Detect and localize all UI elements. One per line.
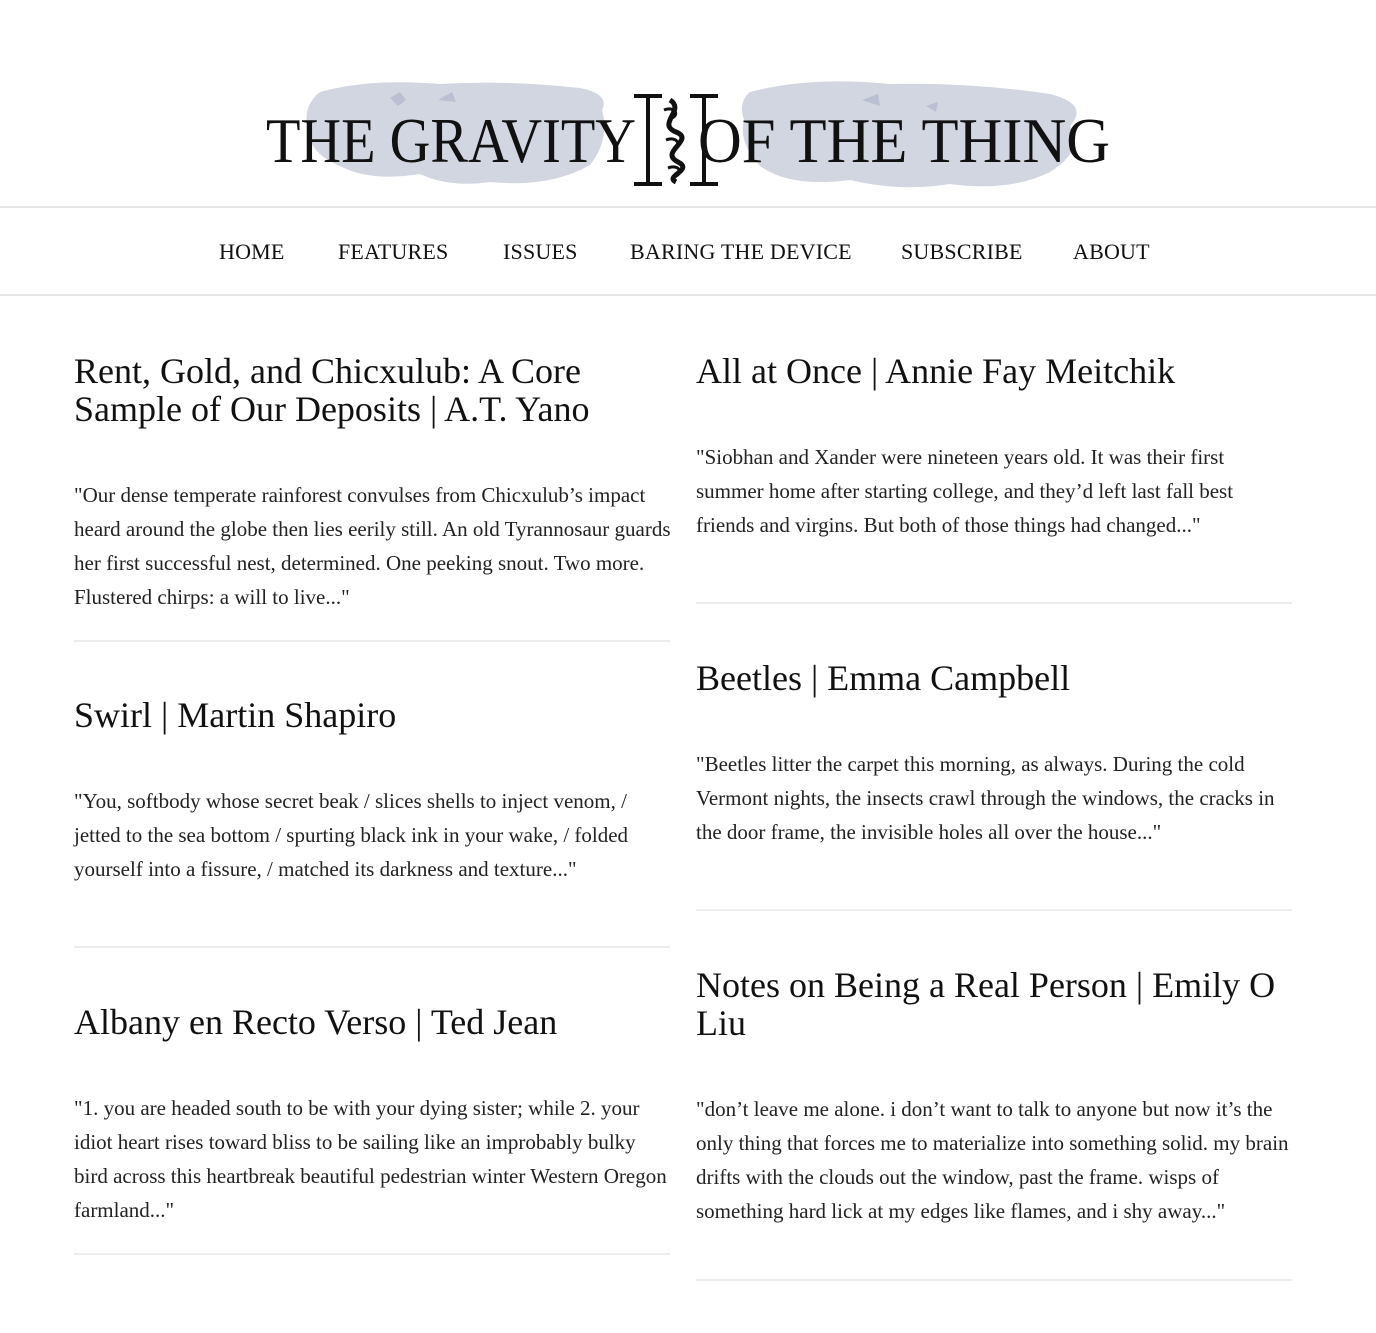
- logo-text-right: OF THE THING: [698, 105, 1110, 176]
- article-card: [696, 352, 1292, 607]
- article-title[interactable]: Notes on Being a Real Person | Emily O Liu: [696, 965, 1276, 1043]
- article-card: [74, 696, 670, 951]
- article-divider: [696, 1279, 1292, 1281]
- site-header: [0, 0, 1376, 206]
- article-card: [696, 659, 1292, 914]
- article-card: [74, 352, 670, 644]
- article-excerpt: "1. you are headed south to be with your dying sister; while 2. your idiot heart rises toward bliss to be sailing like an improbably bulky bird across this heartbreak beautiful pedestrian winter Western Oregon farmland...": [74, 1096, 667, 1222]
- article-card: [696, 966, 1292, 1284]
- article-excerpt: "Siobhan and Xander were nineteen years old. It was their first summer home after starting college, and they’d left last fall best friends and virgins. But both of those things had changed...": [696, 445, 1234, 537]
- article-title[interactable]: Beetles | Emma Campbell: [696, 658, 1071, 698]
- article-title[interactable]: Swirl | Martin Shapiro: [74, 695, 397, 735]
- site-logo[interactable]: [250, 70, 1126, 200]
- nav-item-subscribe[interactable]: SUBSCRIBE: [901, 239, 1023, 264]
- article-divider: [696, 602, 1292, 604]
- nav-item-about[interactable]: ABOUT: [1073, 239, 1150, 264]
- nav-item-issues[interactable]: ISSUES: [503, 239, 578, 264]
- article-divider: [74, 640, 670, 642]
- article-divider: [74, 1253, 670, 1255]
- article-divider: [696, 909, 1292, 911]
- article-excerpt: "Beetles litter the carpet this morning, as always. During the cold Vermont nights, the insects crawl through the windows, the cracks in the door frame, the invisible holes all over the house...": [696, 752, 1275, 844]
- nav-item-features[interactable]: FEATURES: [338, 239, 449, 264]
- article-excerpt: "don’t leave me alone. i don’t want to talk to anyone but now it’s the only thing that forces me to materialize into something solid. my brain drifts with the clouds out the window, past the frame. wisps of something hard lick at my edges like flames, and i shy away...": [696, 1097, 1289, 1223]
- article-title[interactable]: Rent, Gold, and Chicxulub: A Core Sample of Our Deposits | A.T. Yano: [74, 351, 590, 429]
- nav-item-home[interactable]: HOME: [219, 239, 285, 264]
- article-title[interactable]: All at Once | Annie Fay Meitchik: [696, 351, 1176, 391]
- logo-graphic: [250, 70, 1126, 200]
- nav-item-baring-the-device[interactable]: BARING THE DEVICE: [630, 239, 852, 264]
- article-divider: [74, 946, 670, 948]
- article-card: [74, 1003, 670, 1258]
- article-excerpt: "Our dense temperate rainforest convulses from Chicxulub’s impact heard around the globe then lies eerily still. An old Tyrannosaur guards her first successful nest, determined. One peeking snout. Two more. Flustered chirps: a will to live...": [74, 483, 671, 609]
- article-excerpt: "You, softbody whose secret beak / slices shells to inject venom, / jetted to the sea bottom / spurting black ink in your wake, / folded yourself into a fissure, / matched its darkness and texture...": [74, 789, 629, 881]
- article-title[interactable]: Albany en Recto Verso | Ted Jean: [74, 1002, 558, 1042]
- main-nav: [0, 206, 1376, 296]
- logo-text-left: THE GRAVITY: [266, 105, 636, 176]
